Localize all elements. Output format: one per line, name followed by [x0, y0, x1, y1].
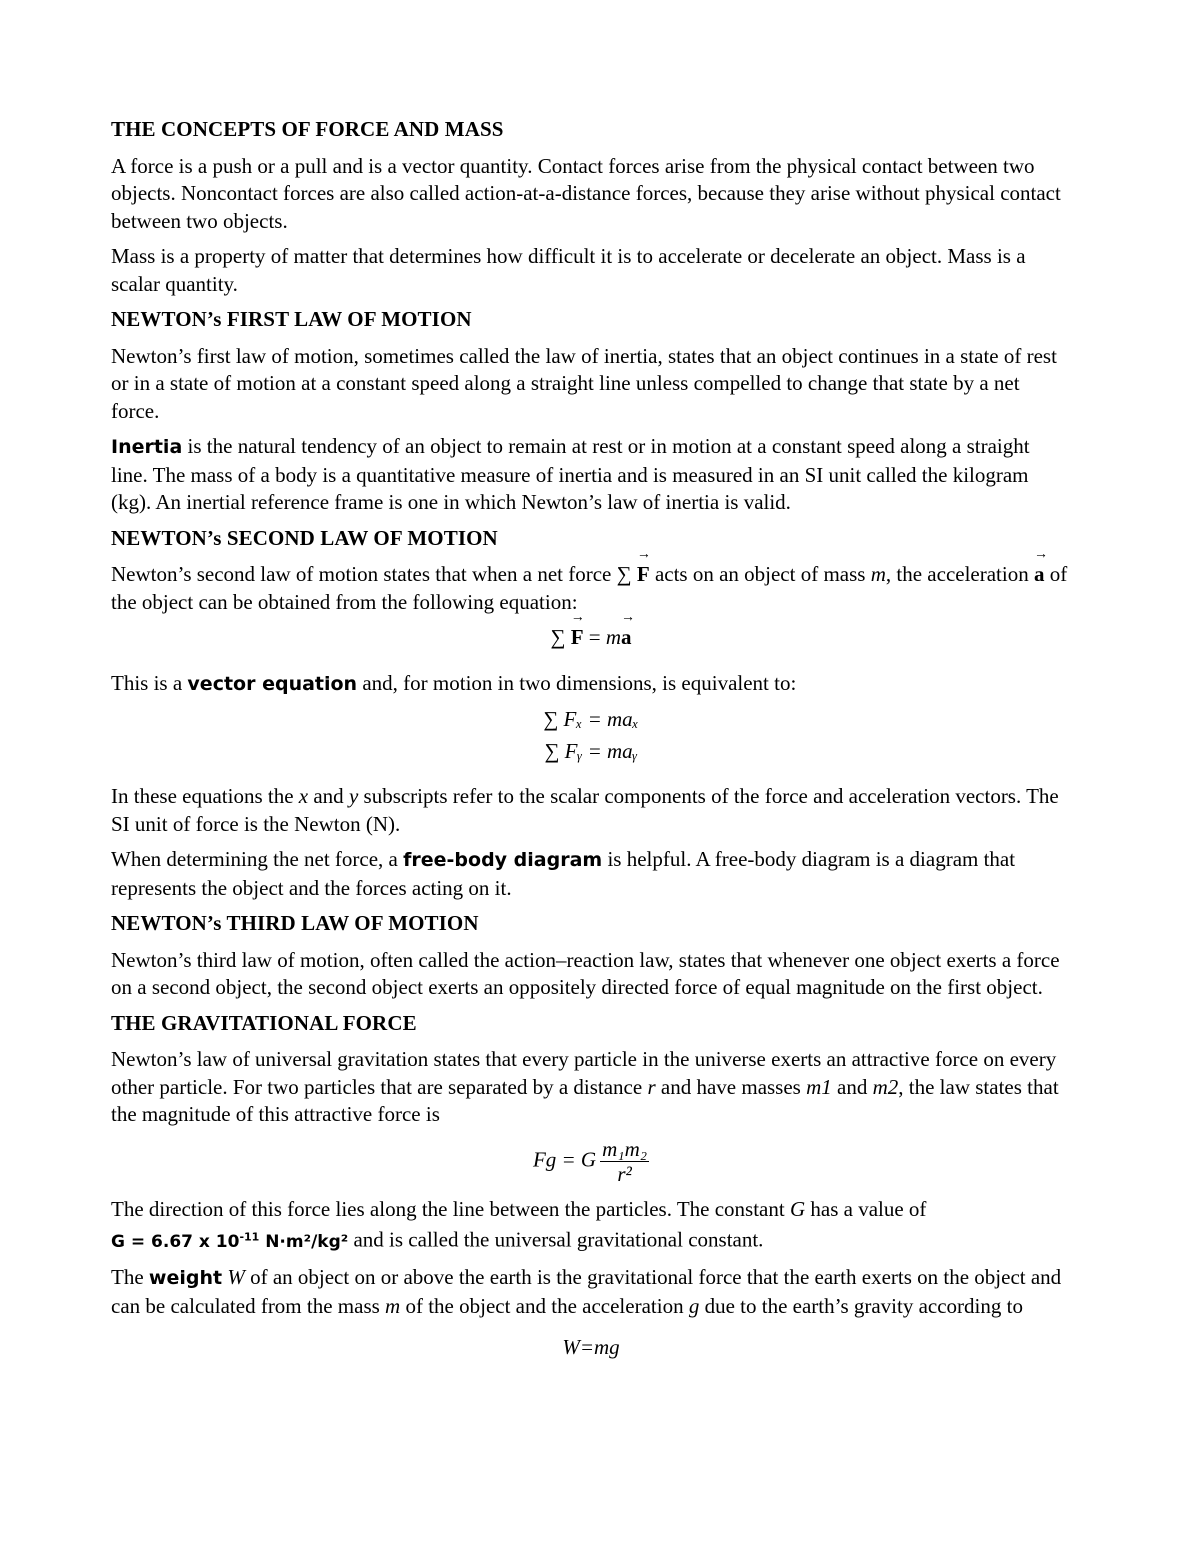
eq-grav-fraction — [600, 1137, 649, 1186]
subscripts-and: and — [308, 784, 349, 808]
free-body-text-b: is helpful. A free-body diagram is a diagram that represents the object and the forces acting on it. — [111, 847, 1016, 900]
accel-vector-symbol — [1033, 547, 1048, 589]
equation-newton-second — [111, 610, 1071, 652]
paragraph-subscripts — [111, 783, 1071, 838]
equation-gravitation — [111, 1137, 1071, 1186]
eq-force-vector — [570, 610, 585, 652]
heading-third-law: NEWTON’s THIRD LAW OF MOTION — [111, 911, 479, 935]
second-law-text-c: , the acceleration — [885, 562, 1034, 586]
force-letter: F — [636, 562, 650, 586]
g-unit: N∙m²/kg² — [259, 1231, 349, 1252]
eq-accel-vector — [621, 610, 636, 652]
force-vector-symbol — [636, 547, 651, 589]
eq-sum-sign: ∑ — [550, 625, 566, 649]
eq-mass: m — [605, 625, 622, 649]
mass1-symbol: m1 — [806, 1074, 832, 1099]
paragraph-gravity-constant — [111, 1196, 1071, 1257]
distance-symbol: r — [647, 1074, 656, 1099]
document-page — [111, 116, 1071, 1370]
inertia-text: is the natural tendency of an object to remain at rest or in motion at a constant speed along a straight line. The mass of a body is a quantitative measure of inertia and is measured in an SI unit called the kilogram (kg). An inertial reference frame is one in which Newton’s law of inertia is valid. — [111, 434, 1030, 514]
second-law-text-a: Newton’s second law of motion states that when a net force — [111, 562, 617, 586]
free-body-text-a: When determining the net force, a — [111, 847, 404, 871]
paragraph-mass-definition: Mass is a property of matter that determines how difficult it is to accelerate or decelerate an object. Mass is a scalar quantity. — [111, 244, 1026, 296]
paragraph-force-definition: A force is a push or a pull and is a vector quantity. Contact forces arise from the physical contact between two objects. Noncontact forces are also called action-at-a-distance forces, because they arise without physical contact between two objects. — [111, 153, 1061, 233]
mass-symbol: m — [870, 562, 886, 586]
eq-force-letter: F — [570, 625, 584, 649]
paragraph-free-body — [111, 846, 1071, 902]
vector-arrow-icon: → — [636, 547, 651, 562]
sum-sign: ∑ — [616, 562, 632, 586]
weight-text-d: due to the earth’s gravity according to — [699, 1293, 1023, 1318]
second-law-text-b: acts on an object of mass — [649, 562, 871, 586]
vector-arrow-icon: → — [1033, 547, 1048, 562]
equation-sum-fy: ∑ Fᵧ = maᵧ — [544, 738, 638, 763]
gravitation-text-c: and — [831, 1074, 873, 1099]
weight-text-b: of an object on or above the earth is the gravitational force that the earth exerts on the object and can be calculated from the mass — [111, 1265, 1062, 1318]
g-constant-value — [111, 1232, 348, 1252]
x-symbol: x — [298, 784, 309, 808]
term-free-body-diagram: free-body diagram — [403, 849, 603, 871]
gravity-accel-symbol: g — [688, 1293, 700, 1318]
eq-accel-letter: a — [621, 625, 632, 649]
gravitation-text-a: Newton’s law of universal gravitation states that every particle in the universe exerts an attractive force on every other particle. For two particles that are separated by a distance — [111, 1047, 1057, 1099]
second-law-text-d: of the object can be obtained from the following equation: — [111, 562, 1068, 614]
heading-first-law: NEWTON’s FIRST LAW OF MOTION — [111, 307, 472, 331]
paragraph-vector-equation — [111, 670, 1071, 699]
gravitation-text-d: , the law states that the magnitude of this attractive force is — [111, 1074, 1059, 1126]
equation-weight: W=mg — [562, 1335, 620, 1360]
paragraph-universal-gravitation — [111, 1046, 1071, 1129]
paragraph-third-law: Newton’s third law of motion, often called the action–reaction law, states that whenever one object exerts a force on a second object, the second object exerts an oppositely directed force of equal magnitude on the first object. — [111, 947, 1060, 999]
y-symbol: y — [348, 784, 359, 808]
heading-second-law: NEWTON’s SECOND LAW OF MOTION — [111, 525, 498, 550]
gravitation-text-b: and have masses — [655, 1074, 807, 1099]
weight-mass-symbol: m — [385, 1293, 401, 1318]
vector-eq-text-a: This is a — [111, 670, 188, 695]
constant-text-b: has a value of — [805, 1196, 927, 1221]
g-value: G = 6.67 x 10 — [111, 1231, 240, 1252]
paragraph-second-law — [111, 547, 1071, 616]
eq-grav-lhs: Fg = G — [532, 1146, 597, 1171]
accel-letter: a — [1033, 562, 1045, 586]
paragraph-inertia — [111, 433, 1071, 517]
weight-text-c: of the object and the acceleration — [400, 1293, 689, 1318]
subscripts-text-a: In these equations the — [111, 784, 299, 808]
term-vector-equation: vector equation — [187, 672, 358, 695]
equation-sum-fx: ∑ Fₓ = maₓ — [543, 707, 639, 731]
mass2-symbol: m2 — [872, 1074, 899, 1099]
eq-grav-numerator: m₁m₂ — [602, 1136, 648, 1161]
term-weight: weight — [148, 1267, 223, 1290]
vector-eq-text-b: and, for motion in two dimensions, is equivalent to: — [357, 670, 797, 695]
weight-text-a: The — [111, 1265, 149, 1290]
eq-equals: = — [583, 625, 606, 649]
eq-grav-denominator: r² — [617, 1161, 632, 1186]
vector-arrow-icon: → — [570, 610, 585, 625]
vector-arrow-icon: → — [621, 610, 636, 625]
subscripts-text-b: subscripts refer to the scalar components of the force and acceleration vectors. The SI unit of force is the Newton (N). — [111, 784, 1059, 836]
g-exponent: -11 — [239, 1230, 260, 1243]
constant-text-c: and is called the universal gravitational constant. — [348, 1227, 764, 1252]
heading-gravitational-force: THE GRAVITATIONAL FORCE — [111, 1010, 417, 1035]
paragraph-first-law: Newton’s first law of motion, sometimes called the law of inertia, states that an object continues in a state of rest or in a state of motion at a constant speed along a straight line unless compelled to change that state by a net force. — [111, 343, 1057, 423]
weight-symbol: W — [222, 1265, 245, 1290]
paragraph-weight — [111, 1264, 1071, 1320]
heading-force-mass: THE CONCEPTS OF FORCE AND MASS — [111, 117, 504, 141]
constant-text-a: The direction of this force lies along the line between the particles. The constant — [111, 1196, 790, 1221]
g-constant-symbol: G — [789, 1196, 806, 1221]
term-inertia: Inertia — [111, 436, 183, 458]
